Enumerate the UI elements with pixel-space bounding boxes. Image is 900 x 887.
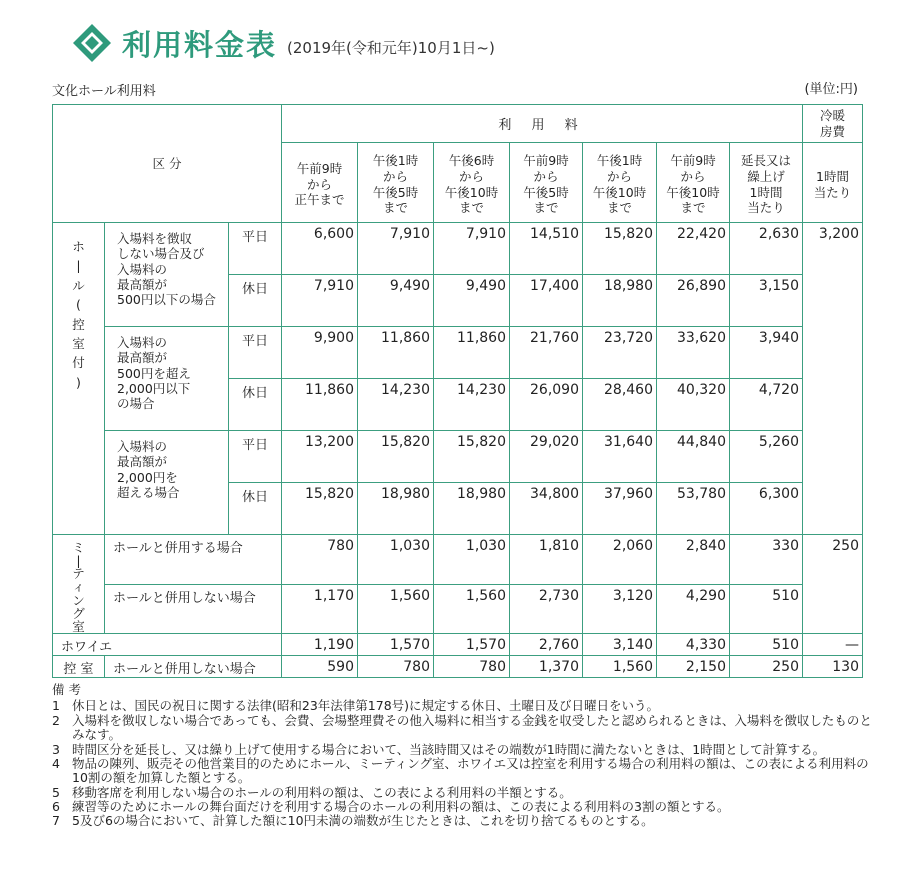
condition-line: 超える場合 <box>117 484 180 500</box>
fee-cell: 11,860 <box>434 327 510 379</box>
meeting-room-label <box>53 535 105 634</box>
condition-label <box>105 431 229 535</box>
fee-cell: 13,200 <box>282 431 358 483</box>
hall-label-char: 付 <box>72 355 85 371</box>
period-header-line: 午前9時 <box>670 153 716 169</box>
heating-header-line: 冷暖 <box>819 107 845 123</box>
fee-cell: 17,400 <box>510 275 583 327</box>
fee-cell: 2,150 <box>657 656 730 678</box>
fee-cell: 780 <box>282 535 358 585</box>
hall-label-char: 控 <box>72 316 85 332</box>
day-type: 平日 <box>229 223 282 275</box>
fee-cell: 40,320 <box>657 379 730 431</box>
period-header-line: 午後10時 <box>444 184 499 200</box>
note-number: 7 <box>52 813 60 829</box>
period-header-line: から <box>606 168 632 184</box>
period-header-line: まで <box>680 200 706 216</box>
fee-cell: 590 <box>282 656 358 678</box>
fee-cell: 26,890 <box>657 275 730 327</box>
condition-line: 最高額が <box>117 350 168 366</box>
period-header-line: 午後1時 <box>372 153 419 169</box>
note-text: 物品の陳列、販売その他営業目的のためにホール、ミーティング室、ホワイエ又は控室を利用する場合の利用料の額は、この表による利用料の10割の額を加算した額とする。 <box>72 755 869 786</box>
note-number: 6 <box>52 799 60 814</box>
meeting-label-char: | <box>76 553 81 569</box>
meeting-label-char: 室 <box>72 618 85 634</box>
period-header-line: 午後1時 <box>596 153 643 169</box>
day-type: 休日 <box>229 483 282 535</box>
period-header-line: から <box>458 168 484 184</box>
meeting-row-label: ホールと併用する場合 <box>105 535 282 585</box>
day-type: 休日 <box>229 275 282 327</box>
fee-cell: 7,910 <box>358 223 434 275</box>
waiting-room-sublabel: ホールと併用しない場合 <box>105 656 282 678</box>
fee-cell: 14,230 <box>358 379 434 431</box>
note-number: 1 <box>52 698 60 714</box>
fee-cell: 1,030 <box>358 535 434 585</box>
fee-cell: 7,910 <box>434 223 510 275</box>
fee-cell: 3,150 <box>730 275 803 327</box>
fee-cell: 23,720 <box>583 327 657 379</box>
fee-cell: 1,030 <box>434 535 510 585</box>
fee-cell: 15,820 <box>434 431 510 483</box>
hall-label-char: | <box>76 258 81 274</box>
fee-cell: 4,720 <box>730 379 803 431</box>
foyer-row <box>53 634 863 656</box>
note-item <box>52 814 872 828</box>
period-header-line: 繰上げ <box>747 168 785 184</box>
foyer-heating-fee: — <box>803 634 863 656</box>
header-row <box>53 105 863 143</box>
period-header <box>282 143 358 223</box>
note-number: 2 <box>52 712 60 728</box>
fee-cell: 1,560 <box>358 585 434 634</box>
period-header <box>730 143 803 223</box>
title-block <box>72 18 495 68</box>
period-header-line: から <box>306 176 332 192</box>
heating-header <box>803 105 863 143</box>
fee-cell: 5,260 <box>730 431 803 483</box>
heating-unit-line: 当たり <box>813 184 852 200</box>
fee-cell: 33,620 <box>657 327 730 379</box>
notes-heading: 備 考 <box>52 682 81 697</box>
period-header-line: 午後6時 <box>448 153 495 169</box>
period-header-line: 午後10時 <box>666 184 720 200</box>
period-header <box>583 143 657 223</box>
note-number: 5 <box>52 784 60 800</box>
period-header-line: から <box>382 168 408 184</box>
hall-label-char: ( <box>76 297 81 313</box>
fee-cell: 6,600 <box>282 223 358 275</box>
fee-cell: 15,820 <box>583 223 657 275</box>
fee-cell: 37,960 <box>583 483 657 535</box>
hall-label-char: 室 <box>72 335 85 351</box>
fee-cell: 3,120 <box>583 585 657 634</box>
fee-cell: 18,980 <box>583 275 657 327</box>
waiting-room-label: 控 室 <box>53 656 105 678</box>
note-number: 4 <box>52 755 60 771</box>
fee-cell: 1,560 <box>434 585 510 634</box>
note-item <box>52 714 872 743</box>
fee-cell: 510 <box>730 585 803 634</box>
fee-cell: 1,810 <box>510 535 583 585</box>
note-text: 休日とは、国民の祝日に関する法律(昭和23年法律第178号)に規定する休日、土曜日及び日曜日をいう。 <box>72 698 660 714</box>
meeting-label-char: ン <box>72 592 85 608</box>
period-header <box>510 143 583 223</box>
period-header-line: から <box>533 168 559 184</box>
note-item <box>52 800 872 814</box>
period-header-line: 当たり <box>747 200 785 216</box>
note-text: 時間区分を延長し、又は繰り上げて使用する場合において、当該時間又はその端数が1時間に満たないときは、1時間として計算する。 <box>72 741 826 757</box>
fee-cell: 4,330 <box>657 634 730 656</box>
condition-line: 2,000円を <box>117 469 178 485</box>
category-header: 区 分 <box>53 105 282 223</box>
period-header <box>434 143 510 223</box>
fee-cell: 34,800 <box>510 483 583 535</box>
period-header-line: 延長又は <box>740 153 791 169</box>
note-text: 練習等のためにホールの舞台面だけを利用する場合のホールの利用料の額は、この表による利用料の3割の額とする。 <box>72 799 730 814</box>
fee-cell: 3,140 <box>583 634 657 656</box>
waiting-room-row <box>53 656 863 678</box>
period-header <box>358 143 434 223</box>
fee-cell: 1,370 <box>510 656 583 678</box>
fee-cell: 2,840 <box>657 535 730 585</box>
meeting-label-char: ィ <box>72 579 85 595</box>
fee-cell: 3,940 <box>730 327 803 379</box>
table-row <box>53 223 863 275</box>
fee-cell: 11,860 <box>282 379 358 431</box>
day-type: 平日 <box>229 431 282 483</box>
fee-table <box>52 104 863 678</box>
heating-header-line: 房費 <box>819 123 845 139</box>
effective-date: (2019年(令和元年)10月1日~) <box>287 38 495 57</box>
section-heading: 文化ホール利用料 <box>52 84 156 99</box>
condition-line: 500円を超え <box>117 365 191 381</box>
period-header-line: 1時間 <box>749 184 783 200</box>
day-type: 休日 <box>229 379 282 431</box>
condition-line: 最高額が <box>117 276 168 292</box>
hall-label-char: ) <box>76 374 81 390</box>
period-header-line: まで <box>382 200 408 216</box>
period-header-line: 午前9時 <box>296 161 343 177</box>
meeting-label-char: ミ <box>72 540 85 555</box>
fee-cell: 14,230 <box>434 379 510 431</box>
fee-cell: 1,170 <box>282 585 358 634</box>
meeting-label-char: テ <box>72 566 85 582</box>
fee-cell: 44,840 <box>657 431 730 483</box>
hall-heating-fee: 3,200 <box>803 223 863 535</box>
fee-cell: 780 <box>434 656 510 678</box>
notes-list <box>52 699 872 828</box>
notes-section <box>52 683 872 829</box>
fee-cell: 2,730 <box>510 585 583 634</box>
heating-unit-header <box>803 143 863 223</box>
fee-cell: 9,490 <box>434 275 510 327</box>
note-number: 3 <box>52 741 60 757</box>
day-type: 平日 <box>229 327 282 379</box>
foyer-label: ホワイエ <box>53 634 282 656</box>
table-row <box>53 535 863 585</box>
period-header-line: から <box>680 168 706 184</box>
note-item <box>52 699 872 713</box>
hall-label-char: ホ <box>72 239 85 254</box>
meeting-label-char: グ <box>72 605 85 621</box>
hall-label-char: ル <box>72 277 85 293</box>
fee-cell: 26,090 <box>510 379 583 431</box>
condition-line: しない場合及び <box>117 246 205 262</box>
note-text: 移動客席を利用しない場合のホールの利用料の額は、この表による利用料の半額とする。 <box>72 784 572 800</box>
fee-cell: 2,630 <box>730 223 803 275</box>
condition-line: 入場料を徴収 <box>117 231 193 246</box>
fee-cell: 7,910 <box>282 275 358 327</box>
note-text: 5及び6の場合において、計算した額に10円未満の端数が生じたときは、これを切り捨てるものとする。 <box>72 813 654 829</box>
fee-cell: 31,640 <box>583 431 657 483</box>
fee-cell: 1,570 <box>358 634 434 656</box>
condition-line: 入場料の <box>117 439 168 454</box>
unit-label: (単位:円) <box>804 82 858 97</box>
fee-cell: 4,290 <box>657 585 730 634</box>
period-header-line: 午後5時 <box>523 184 569 200</box>
fee-cell: 330 <box>730 535 803 585</box>
fee-cell: 18,980 <box>434 483 510 535</box>
note-text: 入場料を徴収しない場合であっても、会費、会場整理費その他入場料に相当する金銭を収受したと認められるときは、入場料を徴収したものとみなす。 <box>72 712 872 743</box>
fee-cell: 6,300 <box>730 483 803 535</box>
period-header-line: 正午まで <box>294 192 345 208</box>
period-header-line: まで <box>533 200 559 216</box>
diamond-icon <box>72 23 112 63</box>
condition-line: 入場料の <box>117 261 168 277</box>
note-item <box>52 786 872 800</box>
meeting-heating-fee: 250 <box>803 535 863 634</box>
fee-cell: 29,020 <box>510 431 583 483</box>
fee-cell: 53,780 <box>657 483 730 535</box>
fee-cell: 1,560 <box>583 656 657 678</box>
condition-line: の場合 <box>117 396 155 411</box>
fee-cell: 9,490 <box>358 275 434 327</box>
table-row <box>53 431 863 483</box>
fee-cell: 510 <box>730 634 803 656</box>
fee-cell: 780 <box>358 656 434 678</box>
period-header-line: まで <box>606 200 632 216</box>
fee-cell: 22,420 <box>657 223 730 275</box>
fee-cell: 9,900 <box>282 327 358 379</box>
page-title: 利用料金表 <box>122 27 278 62</box>
fee-cell: 21,760 <box>510 327 583 379</box>
condition-line: 最高額が <box>117 454 168 470</box>
fee-cell: 250 <box>730 656 803 678</box>
note-item <box>52 757 872 786</box>
table-row <box>53 585 863 634</box>
fee-cell: 2,760 <box>510 634 583 656</box>
condition-label <box>105 223 229 327</box>
fee-cell: 1,190 <box>282 634 358 656</box>
condition-line: 500円以下の場合 <box>117 292 216 307</box>
fee-cell: 15,820 <box>282 483 358 535</box>
condition-line: 入場料の <box>117 335 168 350</box>
fee-cell: 11,860 <box>358 327 434 379</box>
fee-cell: 18,980 <box>358 483 434 535</box>
fee-cell: 14,510 <box>510 223 583 275</box>
condition-label <box>105 327 229 431</box>
period-header-line: 午前9時 <box>523 153 569 169</box>
fee-cell: 2,060 <box>583 535 657 585</box>
period-header-line: まで <box>458 200 484 216</box>
period-header-line: 午後5時 <box>372 184 419 200</box>
fee-cell: 15,820 <box>358 431 434 483</box>
period-header-line: 午後10時 <box>592 184 647 200</box>
condition-line: 2,000円以下 <box>117 380 191 396</box>
heating-unit-line: 1時間 <box>816 168 849 184</box>
fee-cell: 28,460 <box>583 379 657 431</box>
usage-fee-header: 利 用 料 <box>282 105 803 143</box>
meeting-row-label: ホールと併用しない場合 <box>105 585 282 634</box>
period-header <box>657 143 730 223</box>
waiting-room-heating-fee: 130 <box>803 656 863 678</box>
fee-cell: 1,570 <box>434 634 510 656</box>
note-item <box>52 743 872 757</box>
table-row <box>53 327 863 379</box>
hall-label <box>53 223 105 535</box>
